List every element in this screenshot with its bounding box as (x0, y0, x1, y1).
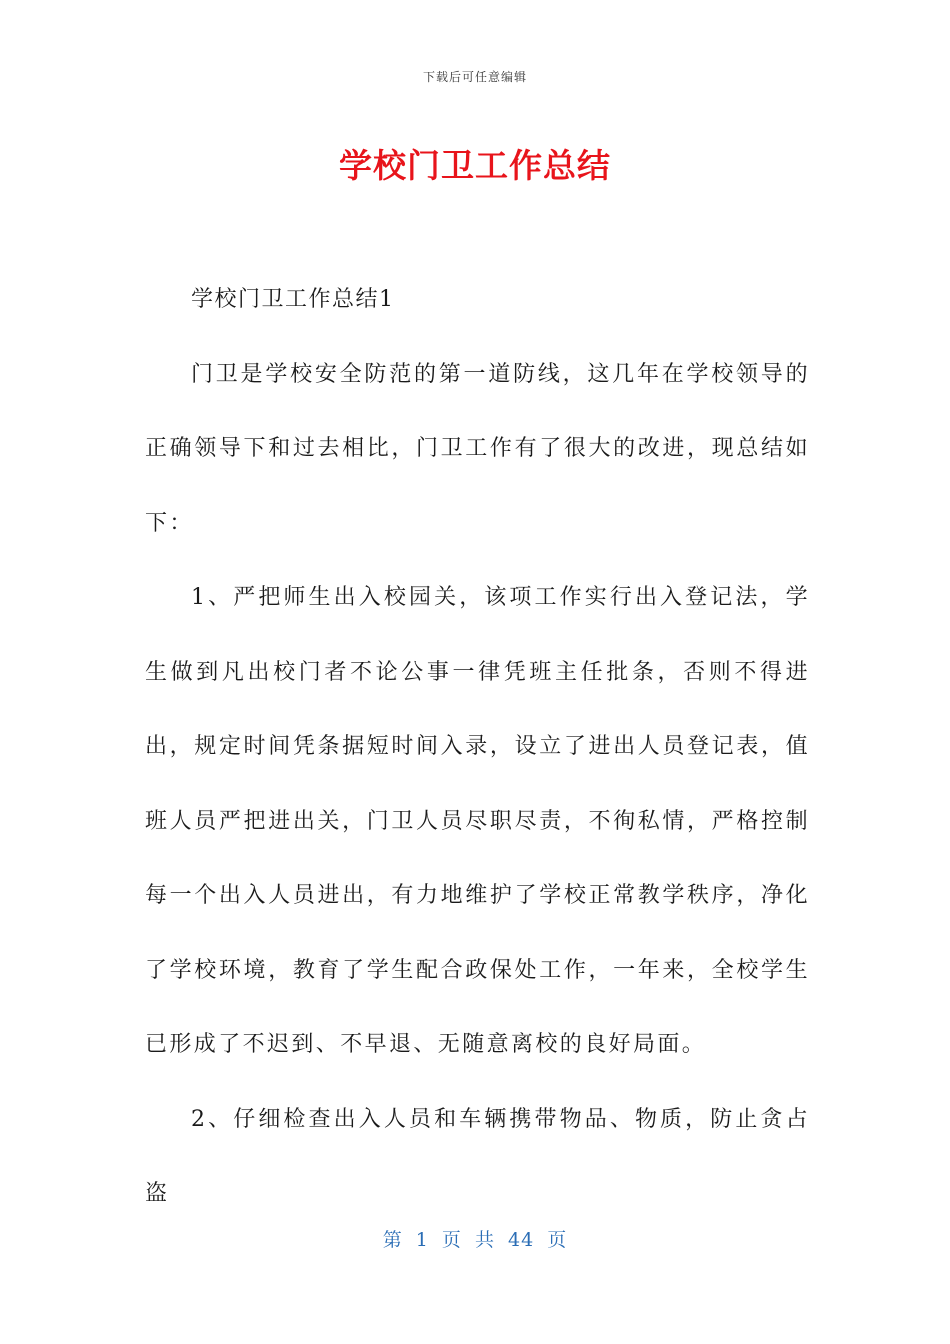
section-heading: 学校门卫工作总结1 (191, 287, 395, 312)
document-body (145, 263, 810, 1232)
document-title: 学校门卫工作总结 (339, 146, 611, 185)
page-number-footer: 第 1 页 共 44 页 (382, 1229, 568, 1251)
paragraph: 2、仔细检查出入人员和车辆携带物品、物质，防止贪占盗 (145, 1106, 810, 1206)
header-note: 下载后可任意编辑 (422, 70, 527, 84)
paragraph: 1、严把师生出入校园关，该项工作实行出入登记法，学生做到凡出校门者不论公事一律凭班主任批条，否则不得进出，规定时间凭条据短时间入录，设立了进出人员登记表，值班人员严把进出关，门卫人员尽职尽责，不徇私情，严格控制每一个出入人员进出，有力地维护了学校正常教学秩序，净化了学校环境，教育了学生配合政保处工作，一年来，全校学生已形成了不迟到、不早退、无随意离校的良好局面。 (145, 585, 810, 1057)
paragraph: 门卫是学校安全防范的第一道防线，这几年在学校领导的正确领导下和过去相比，门卫工作有了很大的改进，现总结如下： (145, 361, 810, 536)
